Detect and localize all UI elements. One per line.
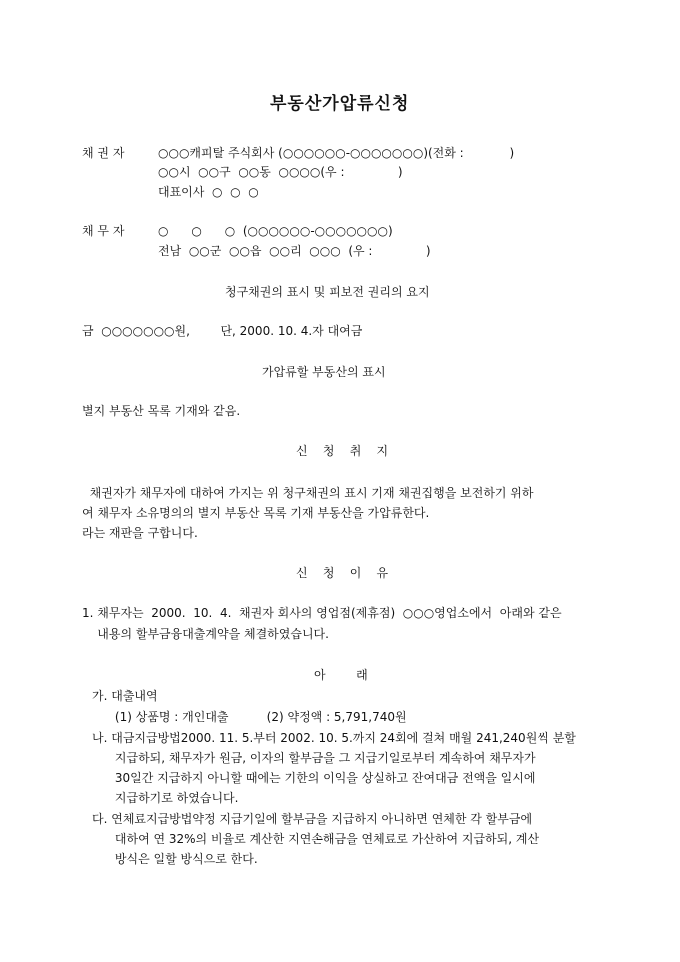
purpose-line: 여 채무자 소유명의의 별지 부동산 목록 기재 부동산을 가압류한다. (82, 506, 430, 520)
purpose-heading: 신 청 취 지 (296, 444, 389, 458)
item-line: (1) 상품명 : 개인대출 (2) 약정액 : 5,791,740원 (92, 710, 407, 724)
claim-heading: 청구채권의 표시 및 피보전 권리의 요지 (225, 285, 430, 299)
purpose-line: 라는 재판을 구합니다. (82, 526, 198, 540)
item-line: 지급하되, 채무자가 원금, 이자의 할부금을 그 지급기일로부터 계속하여 채무자가 (92, 751, 536, 765)
item-line: 대하여 연 32%의 비율로 계산한 지연손해금을 연체료로 가산하여 지급하되, 계산 (92, 832, 540, 846)
item-line: 다. 연체료지급방법약정 지급기일에 할부금을 지급하지 아니하면 연체한 각 할부금에 (92, 812, 533, 826)
item-line: 나. 대금지급방법2000. 11. 5.부터 2002. 10. 5.까지 24회에 걸쳐 매월 241,240원씩 분할 (92, 731, 576, 745)
property-text: 별지 부동산 목록 기재와 같음. (82, 404, 241, 418)
item-line: 방식은 일할 방식으로 한다. (92, 852, 258, 866)
creditor-line2: ○○시 ○○구 ○○동 ○○○○(우 : ) (158, 165, 403, 179)
document-title: 부동산가압류신청 (270, 94, 410, 114)
creditor-label: 채 권 자 (82, 146, 125, 160)
debtor-label: 채 무 자 (82, 224, 125, 238)
debtor-line1: ○ ○ ○ (○○○○○○-○○○○○○○) (158, 224, 393, 238)
reason-line: 내용의 할부금융대출계약을 체결하였습니다. (82, 627, 329, 641)
item-line: 가. 대출내역 (92, 689, 158, 703)
creditor-line3: 대표이사 ○ ○ ○ (158, 185, 259, 199)
debtor-line2: 전남 ○○군 ○○읍 ○○리 ○○○ (우 : ) (158, 244, 431, 258)
item-line: 지급하기로 하였습니다. (92, 791, 239, 805)
purpose-line: 채권자가 채무자에 대하여 가지는 위 청구채권의 표시 기재 채권집행을 보전하기 위하 (82, 486, 534, 500)
reason-line: 1. 채무자는 2000. 10. 4. 채권자 회사의 영업점(제휴점) ○○○영업소에서 아래와 같은 (82, 606, 562, 620)
property-heading: 가압류할 부동산의 표시 (262, 365, 386, 379)
ara-heading: 아 래 (314, 668, 368, 682)
creditor-line1: ○○○캐피탈 주식회사 (○○○○○○-○○○○○○○)(전화 : ) (158, 146, 515, 160)
claim-text: 금 ○○○○○○○원, 단, 2000. 10. 4.자 대여금 (82, 324, 363, 338)
item-line: 30일간 지급하지 아니할 때에는 기한의 이익을 상실하고 잔여대금 전액을 일시에 (92, 771, 536, 785)
reason-heading: 신 청 이 유 (296, 566, 389, 580)
